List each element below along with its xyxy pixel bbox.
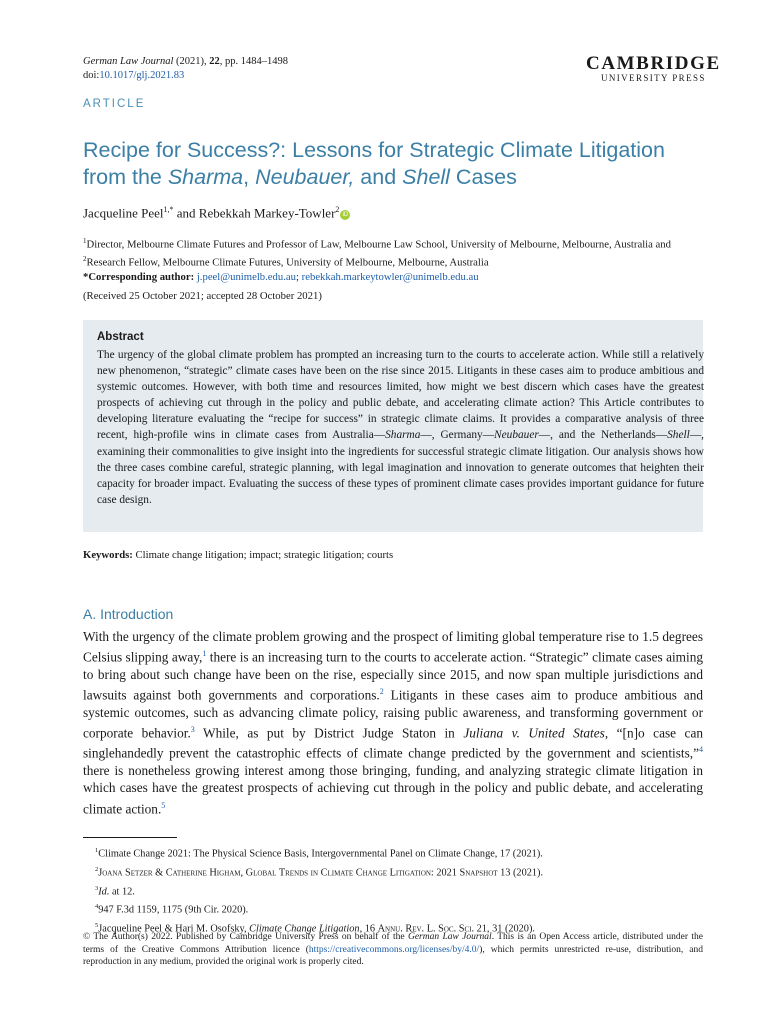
title-part1: Recipe for Success?: Lessons for Strategic Climate Litigation from the: [83, 138, 665, 189]
license-text-3: ), which permits unrestricted re-use, distribution, and reproduction in any medium, provided the original work is properly cited.: [83, 944, 703, 968]
keywords: [83, 549, 393, 561]
footnote-num: 4: [95, 903, 99, 911]
footnote-text: 947 F.3d 1159, 1175 (9th Cir. 2020).: [98, 904, 249, 916]
email-sep: ;: [296, 270, 302, 283]
author-2: Rebekkah Markey-Towler: [198, 205, 336, 221]
footnote-text: at 12.: [109, 886, 135, 898]
affil-1-sup: 1: [83, 237, 87, 245]
abstract-heading: Abstract: [97, 331, 144, 343]
corresponding-label: *Corresponding author:: [83, 270, 197, 283]
license-journal: German Law Journal: [407, 932, 492, 942]
email-link-2[interactable]: rebekkah.markeytowler@unimelb.edu.au: [301, 270, 479, 283]
abstract-shell: Shell: [667, 429, 690, 442]
author-1: Jacqueline Peel: [83, 205, 164, 221]
footnote-4: [95, 899, 715, 918]
footnote-text: Jacqueline Peel & Hari M. Osofsky,: [98, 923, 250, 935]
title-neubauer: Neubauer,: [255, 165, 355, 189]
footnote-text: , 16: [359, 923, 378, 935]
email-link-1[interactable]: j.peel@unimelb.edu.au: [196, 270, 297, 283]
footnote-num: 3: [95, 884, 99, 892]
footnote-ref-4[interactable]: 4: [699, 745, 703, 755]
footnote-ref-1[interactable]: 1: [202, 649, 207, 659]
intro-text-2: there is an increasing turn to the courts to accelerate action. “Strategic” climate cases aiming to bring about such change have been on the rise, especially since 2015, and now span multiple jurisdictions and lawsuits against both governments and corporations.: [83, 649, 704, 703]
journal-pages: , pp. 1484–1498: [219, 56, 289, 67]
affiliations: [83, 234, 703, 284]
footnote-num: 2: [95, 865, 99, 873]
received-dates: (Received 25 October 2021; accepted 28 October 2021): [83, 290, 322, 302]
orcid-icon[interactable]: iD: [340, 210, 350, 220]
footnotes: [95, 843, 715, 937]
license-notice: [83, 931, 703, 969]
introduction-paragraph: [83, 628, 703, 817]
footnote-smallcaps: Annu. Rev. L. Soc. Sci.: [377, 923, 475, 935]
footnote-num: 5: [95, 922, 99, 930]
abstract-between1: —, Germany—: [420, 429, 495, 442]
footnote-1: [95, 843, 715, 862]
footnote-2: [95, 862, 715, 881]
keywords-label: Keywords:: [83, 549, 133, 561]
license-url-link[interactable]: https://creativecommons.org/licenses/by/4.0/: [308, 944, 480, 955]
title-sep2: and: [354, 165, 403, 189]
journal-citation: [83, 55, 288, 83]
intro-text-5: , “[n]o case can singlehandedly prevent the catastrophic effects of climate change predicted by the government and scientists,”: [83, 725, 703, 761]
author-list: [83, 205, 350, 221]
title-sep1: ,: [243, 165, 256, 189]
affil-2: Research Fellow, Melbourne Climate Futures, University of Melbourne, Melbourne, Australia: [86, 256, 489, 269]
footnote-3: [95, 881, 715, 900]
authors-and: and: [173, 205, 199, 221]
license-text-2: . This is an Open Access article, distributed under the terms of the Creative Commons Attribution licence (: [83, 932, 703, 955]
keywords-items: Climate change litigation; impact; strategic litigation; courts: [132, 549, 394, 561]
article-type-label: ARTICLE: [83, 98, 146, 110]
intro-case-name: Juliana v. United States: [463, 725, 605, 741]
journal-name: German Law Journal: [83, 56, 174, 67]
footnote-italic: Id.: [98, 886, 110, 898]
author-1-sup: 1,*: [163, 205, 174, 214]
footnote-divider: [83, 837, 177, 838]
abstract-neubauer: Neubauer: [494, 429, 539, 442]
license-text-1: © The Author(s) 2022. Published by Cambridge University Press on behalf of the: [83, 932, 408, 942]
abstract-part2: —, examining their commonalities to give insight into the ingredients for successful strategic climate litigation. Our analysis shows how the three cases combine careful, strategic planning, with legal imagination and innovation to generate outcomes that heighten their capacity for broader impact. Evaluating the success of these types of prominent climate cases provides important guidance for future case design.: [97, 429, 704, 506]
footnote-smallcaps: Joana Setzer & Catherine Higham, Global Trends in Climate Change Litigation: 2021 Snapshot: [98, 867, 498, 879]
footnote-ref-2[interactable]: 2: [379, 687, 384, 697]
affil-1: Director, Melbourne Climate Futures and Professor of Law, Melbourne Law School, University of Melbourne, Melbourne, Australia and: [86, 238, 671, 251]
footnote-italic: Climate Change Litigation: [249, 923, 360, 935]
affil-2-sup: 2: [83, 254, 87, 263]
abstract-text: [97, 347, 704, 508]
author-2-sup: 2: [335, 205, 340, 214]
footnote-ref-5[interactable]: 5: [161, 800, 166, 810]
logo-line1: CAMBRIDGE: [586, 53, 721, 74]
footnote-num: 1: [95, 847, 99, 854]
intro-text-6: there is nonetheless growing interest among those bringing, funding, and analyzing strategic climate litigation in which cases have the greatest prospects of achieving cut through in the policy and public debate, and accelerating climate action.: [83, 763, 703, 816]
doi-label: doi:: [83, 70, 100, 81]
logo-line2: UNIVERSITY PRESS: [600, 73, 706, 83]
footnote-text: Climate Change 2021: The Physical Science Basis, Intergovernmental Panel on Climate Change, 17 (2021).: [98, 848, 543, 860]
section-heading-introduction: A. Introduction: [83, 606, 174, 622]
abstract-sharma: Sharma: [385, 429, 421, 442]
journal-volume: 22: [209, 56, 220, 67]
article-title: [83, 137, 703, 191]
intro-text-4: While, as put by District Judge Staton in: [194, 725, 464, 741]
footnote-text: 21, 31 (2020).: [474, 923, 535, 935]
intro-text-1: With the urgency of the climate problem growing and the prospect of limiting global temperature rise to 1.5 degrees Celsius slipping away,: [83, 629, 703, 665]
journal-year: (2021),: [173, 56, 210, 67]
title-sharma: Sharma: [167, 165, 244, 189]
doi-link[interactable]: 10.1017/glj.2021.83: [99, 70, 185, 81]
abstract-between2: —, and the Netherlands—: [538, 429, 668, 442]
cambridge-logo: [586, 54, 721, 83]
footnote-ref-3[interactable]: 3: [190, 724, 195, 734]
intro-text-3: Litigants in these cases aim to produce ambitious and systemic outcomes, such as advancing climate policy, raising public awareness, and transforming government or corporate behavior.: [83, 687, 703, 741]
footnote-text: 13 (2021).: [497, 867, 544, 879]
abstract-part1: The urgency of the global climate problem has prompted an increasing turn to the courts to accelerate action. While still a relatively new phenomenon, “strategic” climate cases have been on the rise since 2015. Litigants in these cases aim to produce ambitious and systemic outcomes. However, with both time and resources limited, how might we best discern which cases have the greatest prospects of achieving cut through in the policy and public debate, and accelerating climate action? This Article contributes to developing literature evaluating the “recipe for success” in strategic climate claims. It provides a comparative analysis of three recent, high-profile wins in climate cases from Australia—: [97, 349, 704, 442]
title-shell: Shell: [402, 165, 450, 189]
title-part2: Cases: [449, 165, 517, 189]
